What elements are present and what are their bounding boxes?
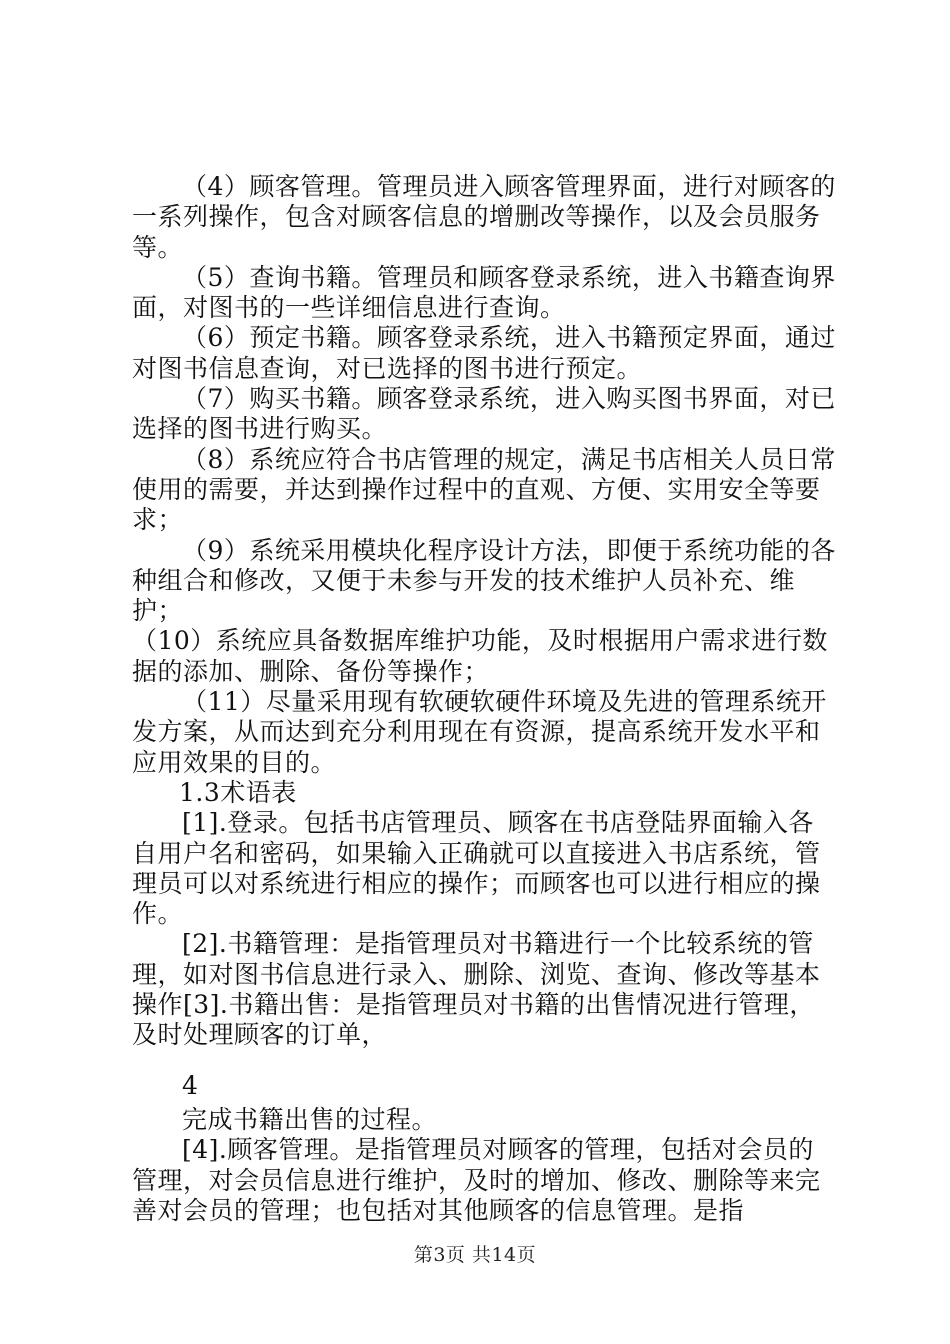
paragraph-customer-management: （4）顾客管理。管理员进入顾客管理界面，进行对顾客的一系列操作，包含对顾客信息的增删改等操作，以及会员服务等。: [132, 172, 836, 262]
paragraph-database-maintenance: （10）系统应具备数据库维护功能，及时根据用户需求进行数据的添加、删除、备份等操作；: [132, 626, 828, 686]
glossary-item-book-management: [2].书籍管理：是指管理员对书籍进行一个比较系统的管理，如对图书信息进行录入、删除、浏览、查询、修改等基本操作[3].书籍出售：是指管理员对书籍的出售情况进行管理，及时处理顾客的订单，: [132, 929, 821, 1050]
paragraph-reserve-books: （6）预定书籍。顾客登录系统，进入书籍预定界面，通过对图书信息查询，对已选择的图书进行预定。: [132, 323, 836, 383]
paragraph-environment: （11）尽量采用现有软硬软硬件环境及先进的管理系统开发方案，从而达到充分利用现在有资源，提高系统开发水平和应用效果的目的。: [132, 687, 827, 777]
document-body: [132, 172, 838, 1226]
paragraph-system-rules: （8）系统应符合书店管理的规定，满足书店相关人员日常使用的需要，并达到操作过程中的直观、方便、实用安全等要求；: [132, 444, 836, 535]
page-footer: 第3页 共14页: [413, 1244, 537, 1266]
section-heading-glossary: 1.3术语表: [179, 777, 297, 807]
inline-page-number: 4: [182, 1070, 199, 1100]
paragraph-buy-books: （7）购买书籍。顾客登录系统，进入购买图书界面，对已选择的图书进行购买。: [132, 384, 836, 444]
paragraph-sale-process: 完成书籍出售的过程。: [182, 1104, 438, 1134]
glossary-item-login: [1].登录。包括书店管理员、顾客在书店登陆界面输入各自用户名和密码，如果输入正确就可以直接进入书店系统，管理员可以对系统进行相应的操作；而顾客也可以进行相应的操作。: [132, 808, 821, 929]
paragraph-query-books: （5）查询书籍。管理员和顾客登录系统，进入书籍查询界面，对图书的一些详细信息进行查询。: [132, 262, 836, 323]
glossary-item-customer-management: [4].顾客管理。是指管理员对顾客的管理，包括对会员的管理，对会员信息进行维护，及时的增加、修改、删除等来完善对会员的管理；也包括对其他顾客的信息管理。是指: [132, 1135, 821, 1225]
paragraph-modular-design: （9）系统采用模块化程序设计方法，即便于系统功能的各种组合和修改，又便于未参与开发的技术维护人员补充、维护；: [132, 535, 836, 626]
